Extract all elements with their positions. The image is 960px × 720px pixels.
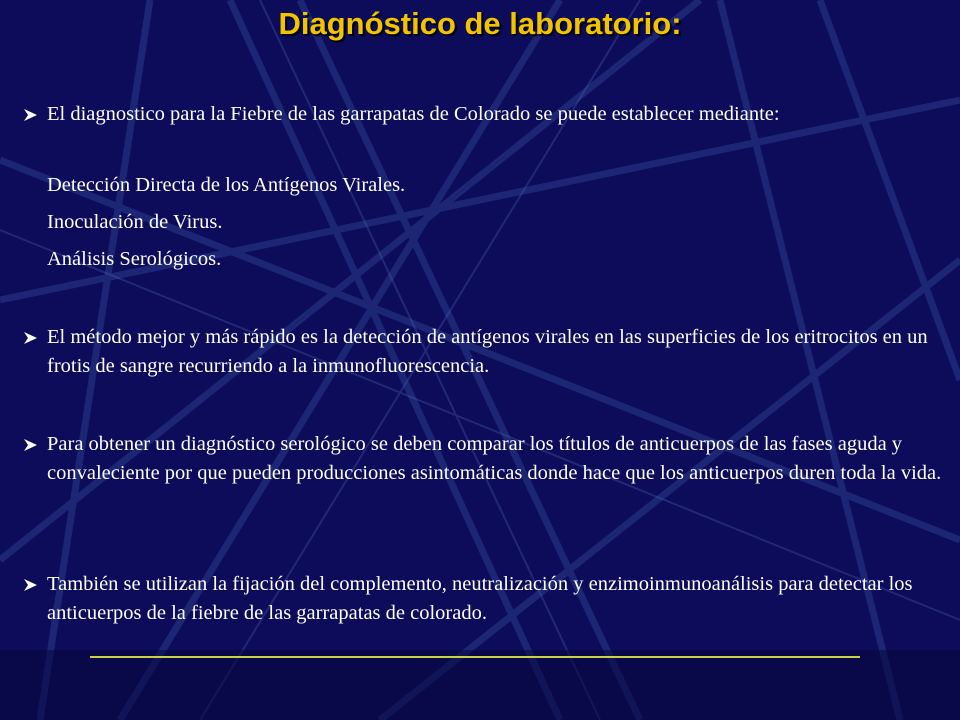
bullet-item <box>22 323 952 381</box>
bullet-text: El método mejor y más rápido es la detección de antígenos virales en las superficies de los eritrocitos en un frotis de sangre recurriendo a la inmunofluorescencia. <box>47 326 928 377</box>
sub-item: Análisis Serológicos. <box>47 248 222 270</box>
bullet-item <box>22 100 952 129</box>
bullet-text: También se utilizan la fijación del complemento, neutralización y enzimoinmunoanálisis para detectar los anticuerpos de la fiebre de las garrapatas de colorado. <box>47 573 913 624</box>
bullet-text: Para obtener un diagnóstico serológico se deben comparar los títulos de anticuerpos de las fases aguda y convaleciente por que pueden producciones asintomáticas donde hace que los anticuerpos duren toda la vida. <box>47 433 942 484</box>
sub-item: Detección Directa de los Antígenos Virales. <box>47 174 406 196</box>
bullet-text: El diagnostico para la Fiebre de las garrapatas de Colorado se puede establecer mediante: <box>47 103 780 125</box>
bullet-item <box>22 430 952 488</box>
sub-item: Inoculación de Virus. <box>47 211 223 233</box>
arrowhead-bullet-icon <box>22 570 42 599</box>
arrowhead-bullet-icon <box>22 323 42 352</box>
bullet-item <box>22 570 952 628</box>
arrowhead-bullet-icon <box>22 430 42 459</box>
slide-title: Diagnóstico de laboratorio: <box>278 6 682 41</box>
arrowhead-bullet-icon <box>22 100 42 129</box>
